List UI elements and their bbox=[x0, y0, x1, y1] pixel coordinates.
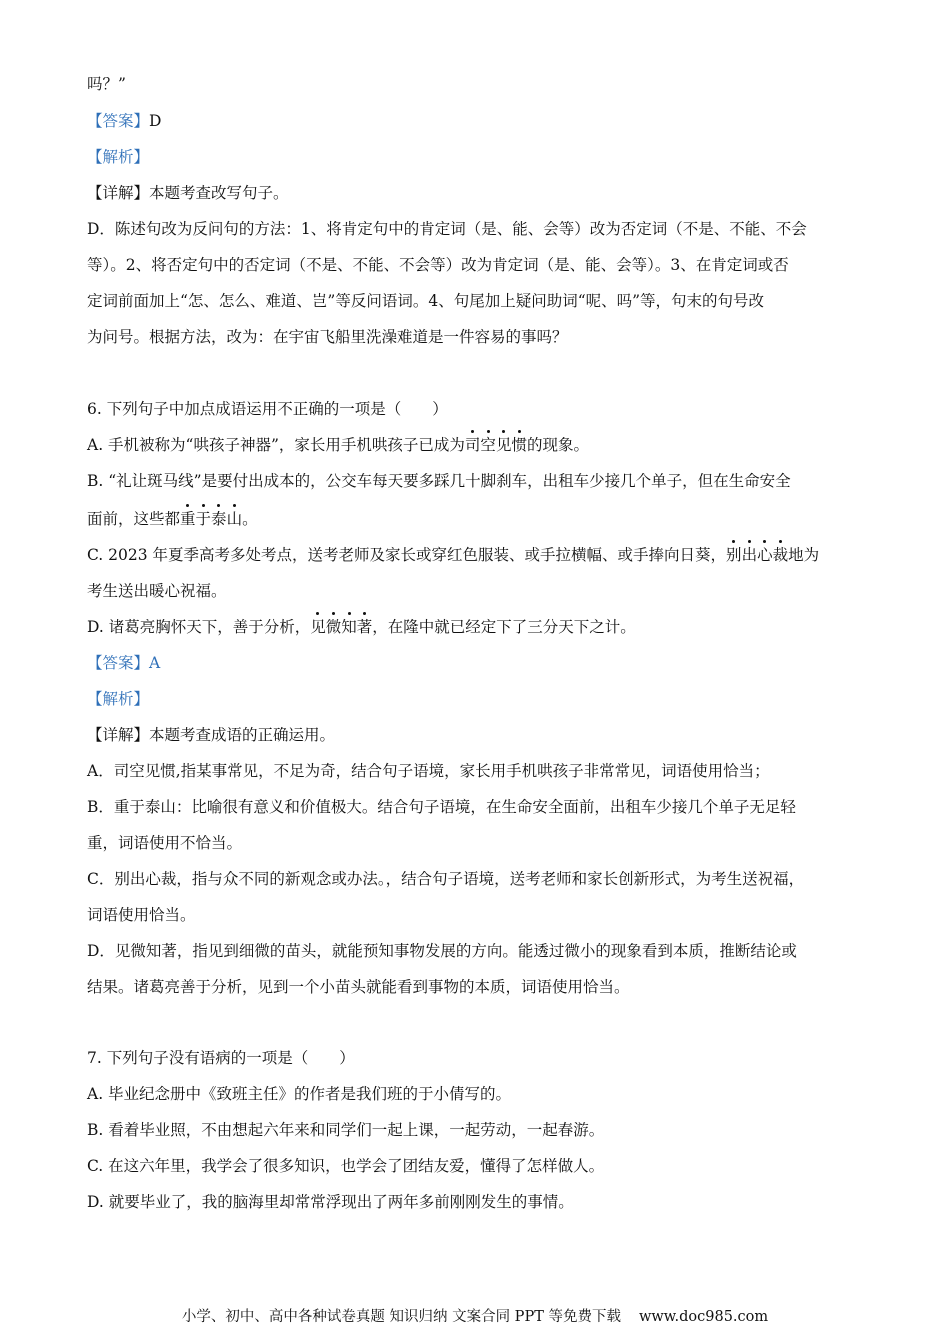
option-b-cont bbox=[87, 509, 258, 529]
footer-site-link[interactable]: www.doc985.com bbox=[638, 1309, 769, 1325]
option-text: D. 诸葛亮胸怀天下，善于分析， bbox=[87, 618, 311, 636]
dotted-char: 惯 bbox=[511, 436, 527, 454]
option-text: 地为 bbox=[788, 546, 820, 564]
text-line: D．陈述句改为反问句的方法：1、将肯定句中的肯定词（是、能、会等）改为否定词（不是、不能、不会 bbox=[87, 220, 807, 238]
explanation-d: D．见微知著，指见到细微的苗头，就能预知事物发展的方向。能透过微小的现象看到本质，推断结论或 bbox=[87, 942, 797, 960]
dotted-char: 裁 bbox=[772, 546, 789, 564]
dotted-char: 空 bbox=[480, 436, 496, 454]
option-c bbox=[87, 545, 819, 565]
dotted-char: 重 bbox=[180, 510, 196, 528]
text-line: 吗？” bbox=[87, 75, 126, 93]
option-b: B. “礼让斑马线”是要付出成本的，公交车每天要多踩几十脚刹车，出租车少接几个单子，但在生命安全 bbox=[87, 472, 791, 490]
dotted-char: 出 bbox=[741, 546, 758, 564]
explanation-b: B．重于泰山：比喻很有意义和价值极大。结合句子语境，在生命安全面前，出租车少接几个单子无足轻 bbox=[87, 798, 796, 816]
dotted-char: 知 bbox=[341, 618, 357, 636]
answer-line bbox=[87, 111, 161, 131]
option-text: A. 手机被称为“哄孩子神器”，家长用手机哄孩子已成为 bbox=[87, 436, 465, 454]
text-line: 定词前面加上“怎、怎么、难道、岂”等反问语词。4、句尾加上疑问助词“呢、吗”等，句末的句号改 bbox=[87, 292, 765, 310]
text-line: 为问号。根据方法，改为：在宇宙飞船里洗澡难道是一件容易的事吗？ bbox=[87, 328, 568, 346]
explanation-d-cont: 结果。诸葛亮善于分析，见到一个小苗头就能看到事物的本质，词语使用恰当。 bbox=[87, 978, 630, 996]
option-a bbox=[87, 435, 589, 455]
option-text: 面前，这些都 bbox=[87, 510, 181, 528]
answer-value: D bbox=[149, 112, 162, 130]
dotted-char: 于 bbox=[195, 510, 212, 528]
text-line: 等）。2、将否定句中的否定词（不是、不能、不会等）改为肯定词（是、能、会等）。3、在肯定词或否 bbox=[87, 256, 789, 274]
option-a: A. 毕业纪念册中《致班主任》的作者是我们班的于小倩写的。 bbox=[87, 1085, 512, 1103]
option-b: B. 看着毕业照，不由想起六年来和同学们一起上课，一起劳动，一起春游。 bbox=[87, 1121, 605, 1139]
dotted-char: 见 bbox=[310, 618, 326, 636]
page-footer bbox=[0, 1307, 950, 1327]
option-c: C. 在这六年里，我学会了很多知识，也学会了团结友爱，懂得了怎样做人。 bbox=[87, 1157, 605, 1175]
dotted-char: 见 bbox=[495, 436, 512, 454]
dotted-char: 泰 bbox=[211, 510, 227, 528]
dotted-char: 别 bbox=[726, 546, 742, 564]
explanation-c: C．别出心裁，指与众不同的新观念或办法。，结合句子语境，送考老师和家长创新形式，为考生送祝福， bbox=[87, 870, 805, 888]
dotted-char: 心 bbox=[757, 546, 773, 564]
answer-tag: 【答案】 bbox=[87, 654, 150, 672]
dotted-char: 微 bbox=[325, 618, 342, 636]
question-7: 7. 下列句子没有语病的一项是（ ） bbox=[87, 1049, 355, 1067]
detail-line: 【详解】本题考查改写句子。 bbox=[87, 184, 289, 202]
analysis-tag: 【解析】 bbox=[87, 148, 150, 166]
explanation-c-cont: 词语使用恰当。 bbox=[87, 906, 196, 924]
option-c-cont: 考生送出暖心祝福。 bbox=[87, 582, 227, 600]
detail-line: 【详解】本题考查成语的正确运用。 bbox=[87, 726, 336, 744]
option-d bbox=[87, 617, 636, 637]
option-text: 的现象。 bbox=[526, 436, 589, 454]
explanation-a: A．司空见惯,指某事常见，不足为奇，结合句子语境，家长用手机哄孩子非常常见，词语使用恰当； bbox=[87, 762, 770, 780]
answer-value: A bbox=[149, 654, 161, 672]
option-text: ，在隆中就已经定下了三分天下之计。 bbox=[372, 618, 636, 636]
answer-line bbox=[87, 653, 160, 673]
analysis-tag: 【解析】 bbox=[87, 690, 150, 708]
explanation-b-cont: 重，词语使用不恰当。 bbox=[87, 834, 243, 852]
option-d: D. 就要毕业了，我的脑海里却常常浮现出了两年多前刚刚发生的事情。 bbox=[87, 1193, 574, 1211]
dotted-char: 山 bbox=[226, 510, 243, 528]
footer-text: 小学、初中、高中各种试卷真题 知识归纳 文案合同 PPT 等免费下载 bbox=[181, 1309, 621, 1325]
dotted-char: 司 bbox=[464, 436, 481, 454]
option-text: 。 bbox=[242, 510, 258, 528]
question-6: 6. 下列句子中加点成语运用不正确的一项是（ ） bbox=[87, 400, 448, 418]
option-text: C. 2023 年夏季高考多处考点，送考老师及家长或穿红色服装、或手拉横幅、或手捧向日葵， bbox=[87, 546, 727, 564]
answer-tag: 【答案】 bbox=[87, 112, 150, 130]
dotted-char: 著 bbox=[356, 618, 373, 636]
